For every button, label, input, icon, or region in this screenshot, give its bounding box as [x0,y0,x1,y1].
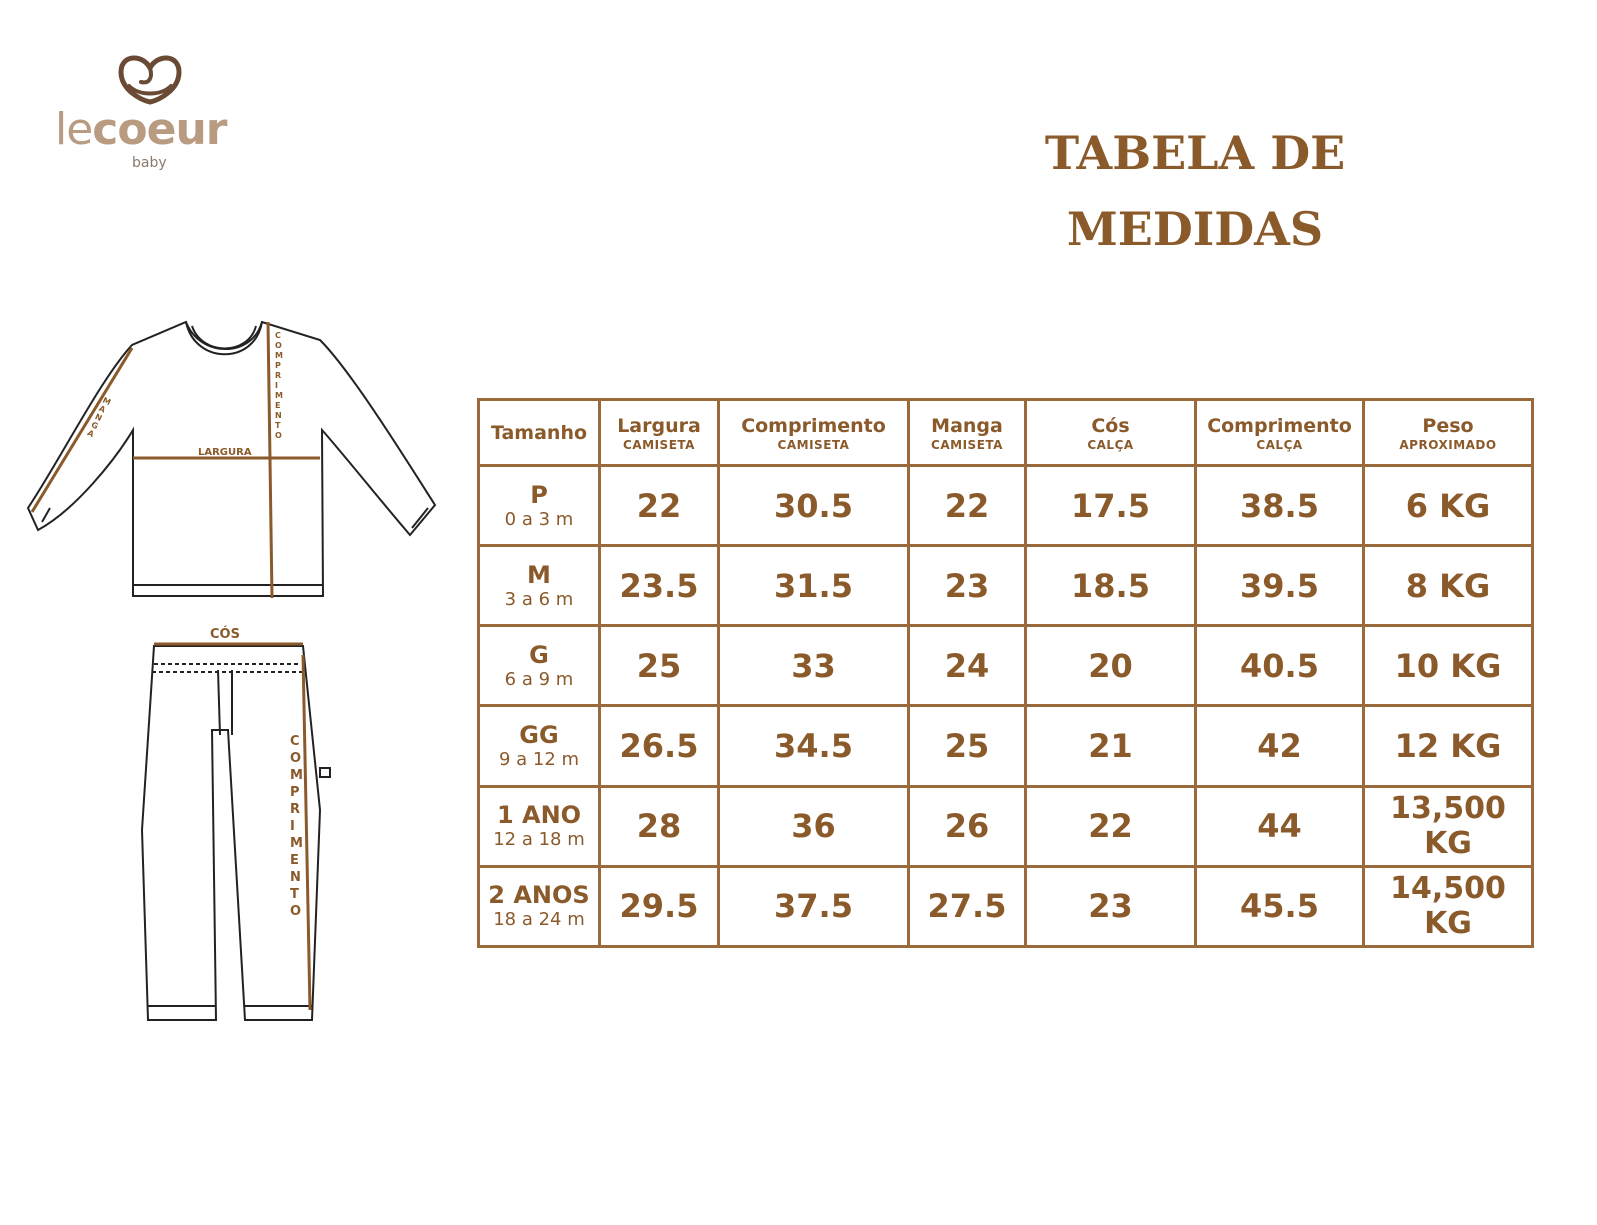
table-row [479,786,1533,866]
title-line-2: MEDIDAS [1066,202,1324,256]
cos-cell: 21 [1026,706,1196,786]
comp-calca-cell: 42 [1196,706,1364,786]
largura-cell: 29.5 [600,866,719,946]
manga-cell: 22 [909,466,1026,546]
size-cell: 1 ANO 12 a 18 m [479,786,600,866]
largura-cell: 23.5 [600,546,719,626]
comp-calca-cell: 40.5 [1196,626,1364,706]
table-row [479,866,1533,946]
peso-cell: 14,500 KG [1364,866,1533,946]
table-header-row [479,400,1533,466]
brand-subtitle: baby [132,155,167,171]
header-largura: Largura CAMISETA [600,400,719,466]
cos-cell: 23 [1026,866,1196,946]
comp-calca-cell: 39.5 [1196,546,1364,626]
cos-label: CÓS [210,627,240,642]
cos-cell: 22 [1026,786,1196,866]
size-cell: GG 9 a 12 m [479,706,600,786]
comp-camiseta-cell: 36 [719,786,909,866]
comp-camiseta-cell: 33 [719,626,909,706]
comp-camiseta-cell: 31.5 [719,546,909,626]
title-line-1: TABELA DE [1044,126,1346,180]
comp-camiseta-cell: 34.5 [719,706,909,786]
header-tamanho: Tamanho [479,400,600,466]
size-cell: G 6 a 9 m [479,626,600,706]
shirt-comprimento-label: C O M P R I M E N T O [275,331,283,440]
cos-cell: 20 [1026,626,1196,706]
largura-cell: 26.5 [600,706,719,786]
comp-calca-cell: 44 [1196,786,1364,866]
header-comprimento-calca: Comprimento CALÇA [1196,400,1364,466]
comp-calca-cell: 45.5 [1196,866,1364,946]
size-cell: 2 ANOS 18 a 24 m [479,866,600,946]
header-peso: Peso APROXIMADO [1364,400,1533,466]
garment-diagram [20,310,450,1030]
size-cell: M 3 a 6 m [479,546,600,626]
peso-cell: 8 KG [1364,546,1533,626]
largura-cell: 28 [600,786,719,866]
brand-logo [55,50,255,180]
size-cell: P 0 a 3 m [479,466,600,546]
manga-cell: 26 [909,786,1026,866]
header-cos: Cós CALÇA [1026,400,1196,466]
table-row [479,546,1533,626]
heart-logo-icon [115,50,185,110]
pants-drawing [142,646,330,1020]
table-row [479,466,1533,546]
table-row [479,706,1533,786]
manga-label: MANGA [85,395,113,440]
peso-cell: 6 KG [1364,466,1533,546]
peso-cell: 13,500 KG [1364,786,1533,866]
manga-cell: 27.5 [909,866,1026,946]
comp-camiseta-cell: 30.5 [719,466,909,546]
largura-cell: 22 [600,466,719,546]
cos-cell: 17.5 [1026,466,1196,546]
brand-wordmark [55,105,226,155]
header-comprimento-camiseta: Comprimento CAMISETA [719,400,909,466]
comp-calca-cell: 38.5 [1196,466,1364,546]
table-row [479,626,1533,706]
brand-word-bold: coeur [92,104,227,155]
manga-cell: 24 [909,626,1026,706]
pants-comprimento-label: C O M P R I M E N T O [290,734,303,919]
cos-cell: 18.5 [1026,546,1196,626]
comp-camiseta-cell: 37.5 [719,866,909,946]
size-table [477,398,1534,948]
header-manga: Manga CAMISETA [909,400,1026,466]
peso-cell: 12 KG [1364,706,1533,786]
manga-cell: 25 [909,706,1026,786]
largura-cell: 25 [600,626,719,706]
page-title [985,115,1405,267]
manga-cell: 23 [909,546,1026,626]
largura-label: LARGURA [198,447,252,458]
peso-cell: 10 KG [1364,626,1533,706]
brand-word-light: le [55,104,93,155]
